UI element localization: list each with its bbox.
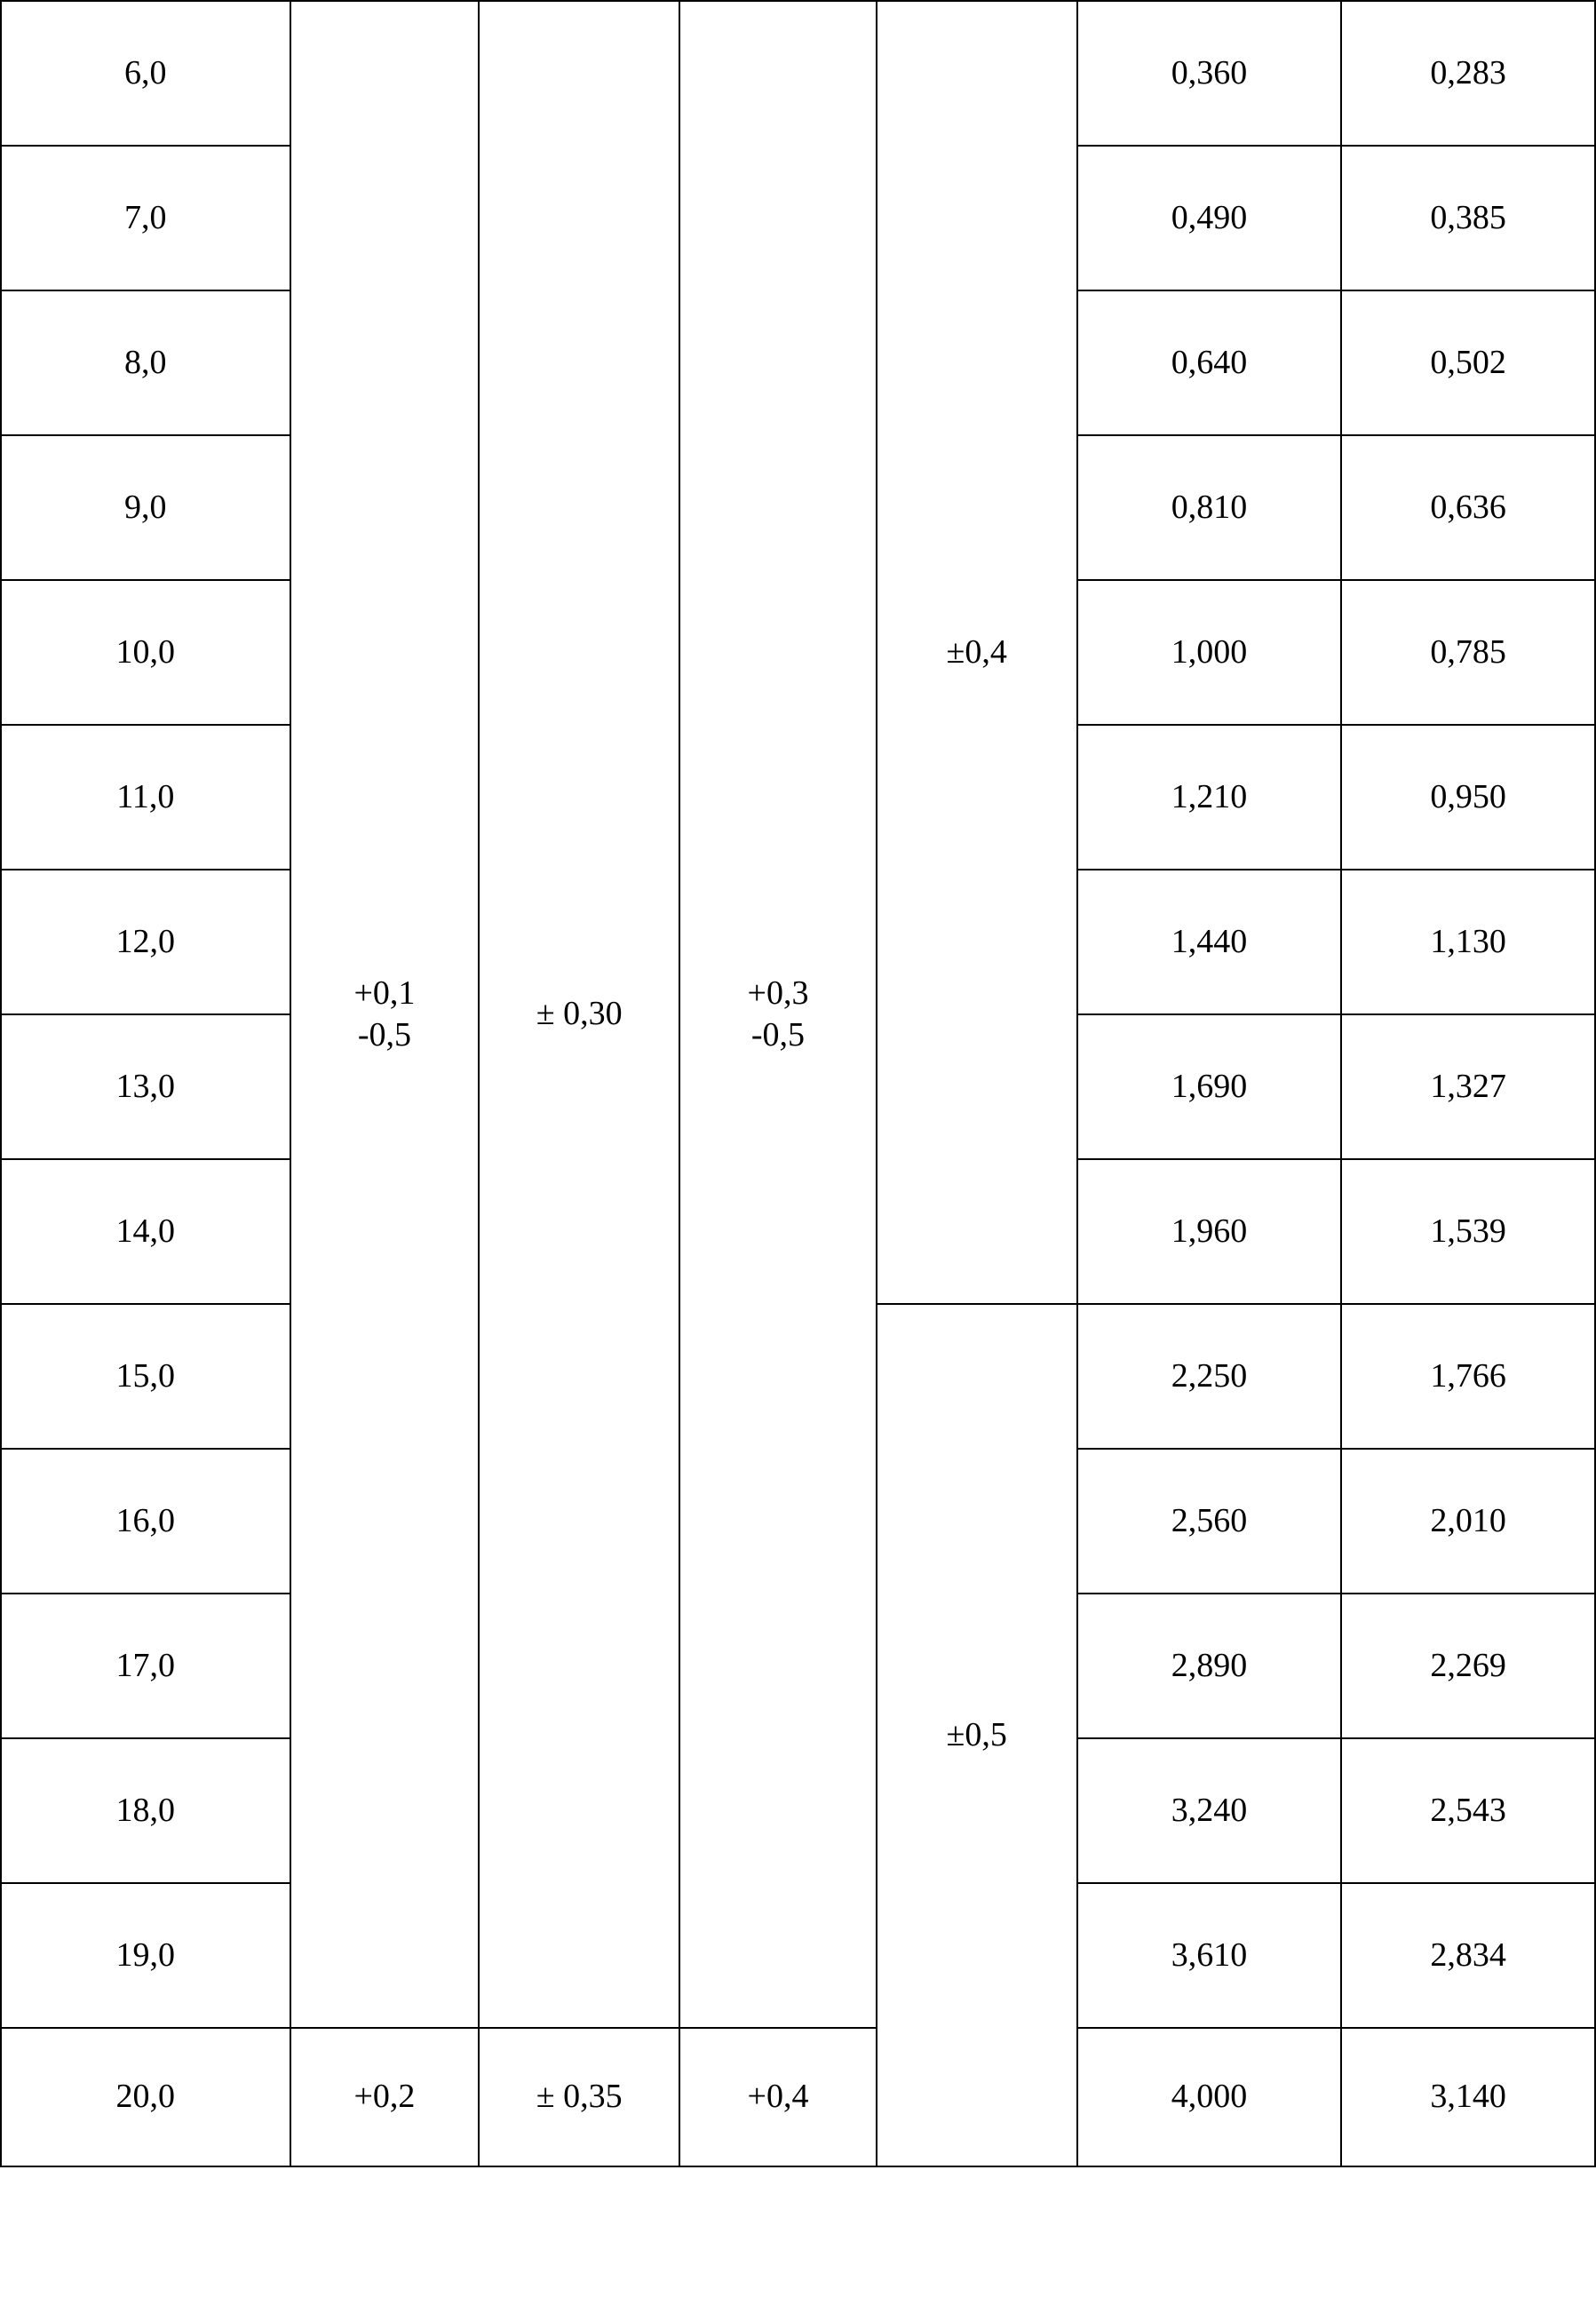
cell-nominal: 10,0 bbox=[1, 580, 290, 725]
cell-value-1: 0,490 bbox=[1077, 146, 1342, 290]
cell-value-2: 0,283 bbox=[1341, 1, 1595, 146]
cell-nominal: 20,0 bbox=[1, 2028, 290, 2166]
cell-value-1: 1,210 bbox=[1077, 725, 1342, 870]
cell-value-2: 2,269 bbox=[1341, 1594, 1595, 1738]
cell-value-1: 1,960 bbox=[1077, 1159, 1342, 1304]
cell-value-1: 1,690 bbox=[1077, 1014, 1342, 1159]
table-row bbox=[1, 1, 1595, 146]
cell-value-1: 2,890 bbox=[1077, 1594, 1342, 1738]
cell-value-2: 1,539 bbox=[1341, 1159, 1595, 1304]
cell-nominal: 13,0 bbox=[1, 1014, 290, 1159]
cell-last-tolerance-a: +0,2 bbox=[290, 2028, 480, 2166]
cell-value-1: 0,810 bbox=[1077, 435, 1342, 580]
cell-tolerance-b: ± 0,30 bbox=[479, 1, 679, 2028]
cell-value-1: 3,240 bbox=[1077, 1738, 1342, 1883]
cell-last-tolerance-b: ± 0,35 bbox=[479, 2028, 679, 2166]
cell-last-tolerance-c: +0,4 bbox=[679, 2028, 877, 2166]
cell-value-2: 3,140 bbox=[1341, 2028, 1595, 2166]
cell-value-2: 2,543 bbox=[1341, 1738, 1595, 1883]
cell-nominal: 12,0 bbox=[1, 870, 290, 1014]
cell-nominal: 15,0 bbox=[1, 1304, 290, 1449]
cell-value-1: 2,560 bbox=[1077, 1449, 1342, 1594]
cell-value-2: 0,950 bbox=[1341, 725, 1595, 870]
cell-tolerance-d-second: ±0,5 bbox=[877, 1304, 1077, 2166]
cell-value-2: 0,502 bbox=[1341, 290, 1595, 435]
cell-value-2: 2,834 bbox=[1341, 1883, 1595, 2028]
cell-value-1: 4,000 bbox=[1077, 2028, 1342, 2166]
cell-nominal: 7,0 bbox=[1, 146, 290, 290]
cell-value-2: 2,010 bbox=[1341, 1449, 1595, 1594]
cell-value-1: 1,000 bbox=[1077, 580, 1342, 725]
cell-nominal: 19,0 bbox=[1, 1883, 290, 2028]
tolerance-c-upper: +0,3 bbox=[747, 974, 809, 1012]
tolerance-c-lower: -0,5 bbox=[750, 1016, 806, 1053]
cell-value-1: 2,250 bbox=[1077, 1304, 1342, 1449]
cell-tolerance-a bbox=[290, 1, 480, 2028]
cell-value-2: 0,385 bbox=[1341, 146, 1595, 290]
cell-value-1: 1,440 bbox=[1077, 870, 1342, 1014]
cell-value-2: 1,130 bbox=[1341, 870, 1595, 1014]
cell-nominal: 16,0 bbox=[1, 1449, 290, 1594]
tolerance-a-lower: -0,5 bbox=[357, 1016, 412, 1053]
cell-nominal: 18,0 bbox=[1, 1738, 290, 1883]
cell-nominal: 17,0 bbox=[1, 1594, 290, 1738]
cell-tolerance-c bbox=[679, 1, 877, 2028]
cell-nominal: 6,0 bbox=[1, 1, 290, 146]
cell-nominal: 14,0 bbox=[1, 1159, 290, 1304]
cell-value-2: 1,766 bbox=[1341, 1304, 1595, 1449]
tolerance-a-upper: +0,1 bbox=[353, 974, 416, 1012]
cell-value-1: 0,640 bbox=[1077, 290, 1342, 435]
cell-value-2: 0,785 bbox=[1341, 580, 1595, 725]
table-row bbox=[1, 2028, 1595, 2166]
cell-value-1: 3,610 bbox=[1077, 1883, 1342, 2028]
cell-value-1: 0,360 bbox=[1077, 1, 1342, 146]
cell-value-2: 1,327 bbox=[1341, 1014, 1595, 1159]
cell-tolerance-d-first: ±0,4 bbox=[877, 1, 1077, 1304]
cell-nominal: 8,0 bbox=[1, 290, 290, 435]
cell-nominal: 11,0 bbox=[1, 725, 290, 870]
cell-value-2: 0,636 bbox=[1341, 435, 1595, 580]
cell-nominal: 9,0 bbox=[1, 435, 290, 580]
